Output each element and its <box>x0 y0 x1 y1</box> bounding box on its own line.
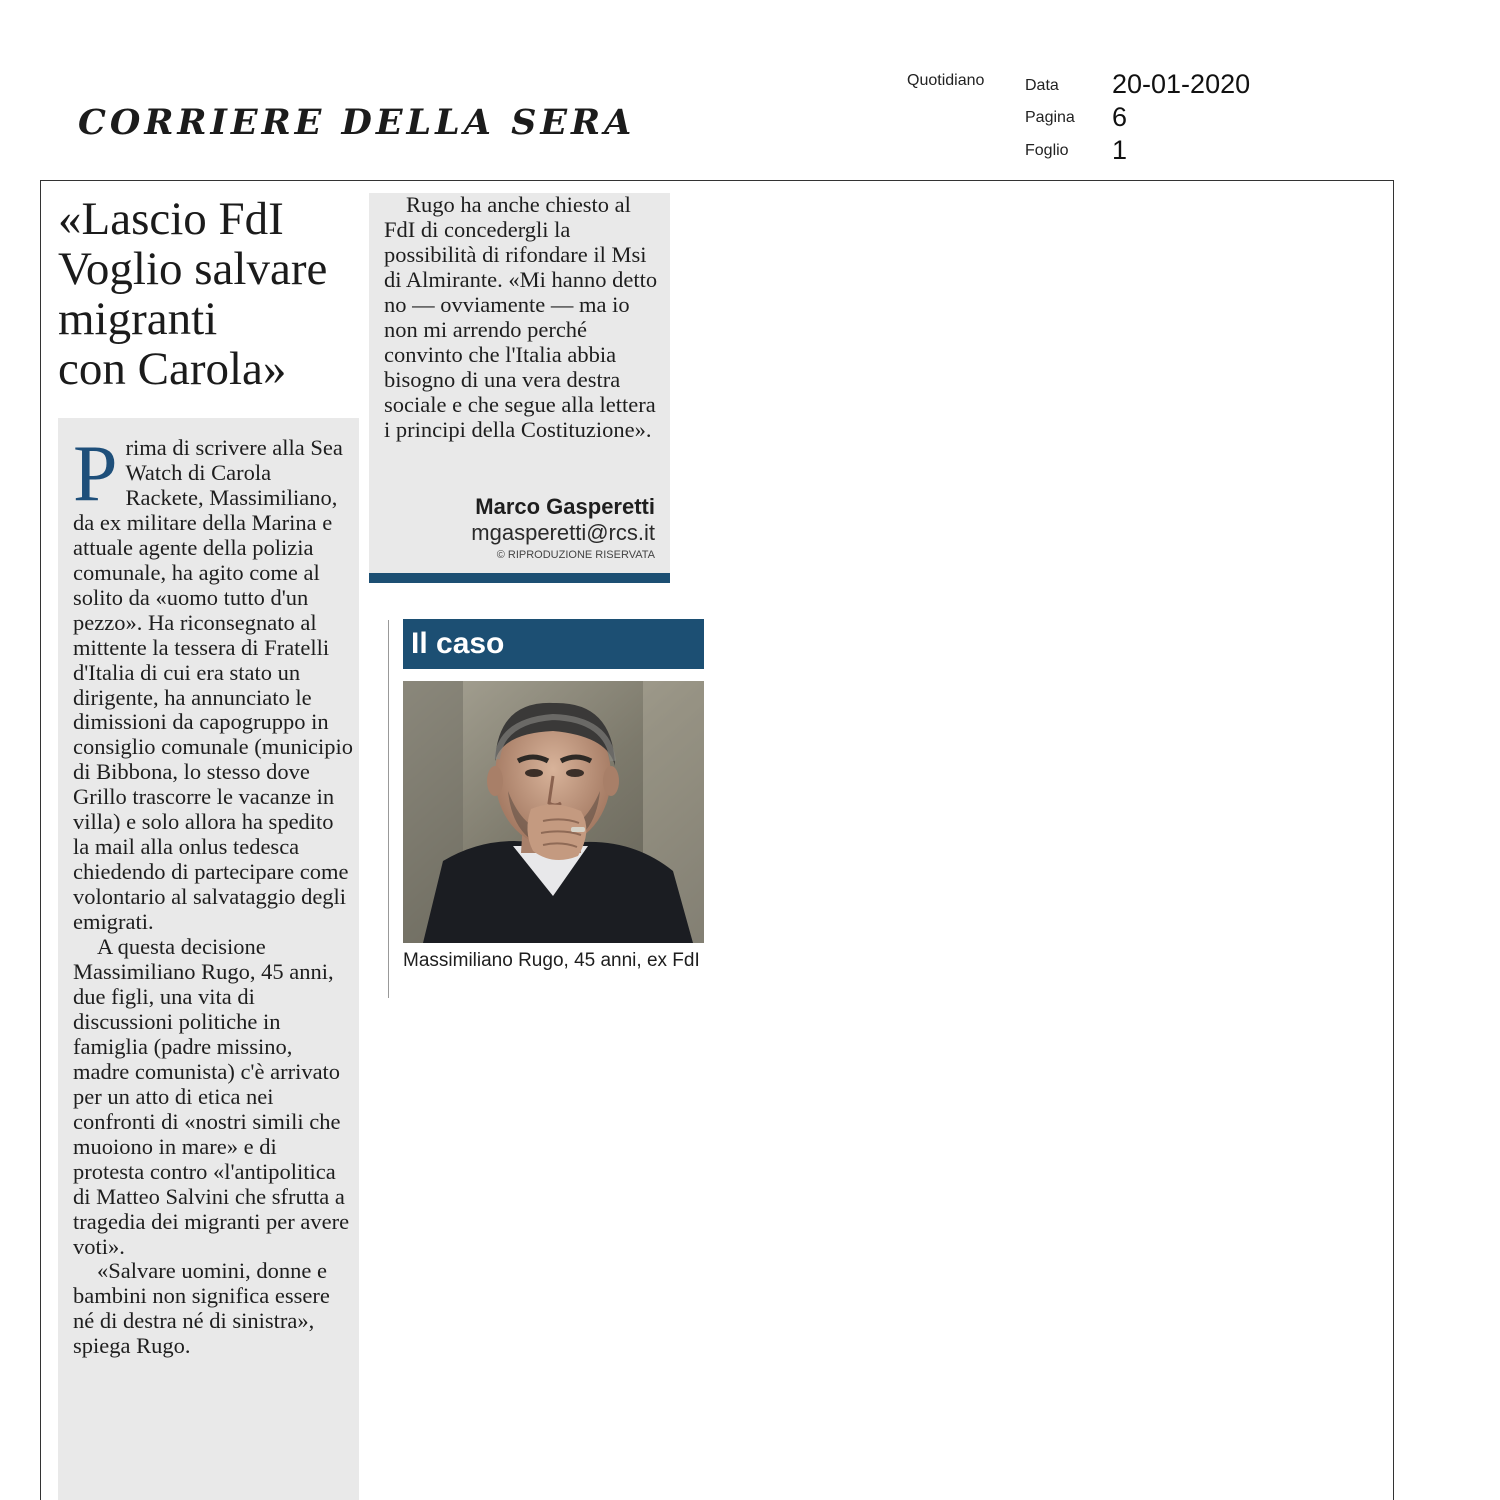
copyright-notice: © RIPRODUZIONE RISERVATA <box>496 549 655 561</box>
portrait-photo <box>403 681 704 943</box>
portrait-illustration <box>403 681 704 943</box>
drop-cap: P <box>73 430 118 518</box>
sheet-value: 1 <box>1112 135 1128 165</box>
headline-line: Voglio salvare <box>58 243 328 295</box>
headline-line: migranti <box>58 293 218 345</box>
article-body <box>73 430 353 1359</box>
sheet-label: Foglio <box>1025 142 1069 159</box>
case-box-rule <box>388 620 389 998</box>
article-paragraph: A questa decisione Massimiliano Rugo, 45 anni, due figli, una vita di discussioni politiche in famiglia (padre missino, madre comunista) c'è arrivato per un atto di etica nei confronti di «nostri simili che muoiono in mare» e di protesta contro «l'antipolitica di Matteo Salvini che sfrutta a tragedia dei migranti per avere voti». <box>73 934 350 1259</box>
date-label: Data <box>1025 77 1059 94</box>
article-body-column <box>58 418 359 1500</box>
page-value: 6 <box>1112 102 1128 132</box>
case-box-title: Il caso <box>403 619 704 669</box>
headline <box>58 194 358 394</box>
column-end-bar <box>369 573 670 583</box>
page-label: Pagina <box>1025 109 1075 126</box>
article-paragraph: Rugo ha anche chiesto al FdI di concedergli la possibilità di rifondare il Msi di Almirante. «Mi hanno detto no — ovviamente — ma io non mi arrendo perché convinto che l'Italia abbia bisogno di una vera destra sociale e che segue alla lettera i principi della Costituzione». <box>384 192 658 442</box>
masthead: CORRIERE DELLA SERA <box>78 102 636 143</box>
headline-line: con Carola» <box>58 343 287 395</box>
date-value: 20-01-2020 <box>1112 69 1251 99</box>
article-continuation <box>384 193 664 443</box>
article-continuation-column <box>369 193 670 573</box>
headline-line: «Lascio FdI <box>58 193 284 245</box>
frame-top-rule <box>40 180 1394 181</box>
paragraph-text: rima di scrivere alla Sea Watch di Carola Rackete, Massimiliano, da ex militare della Marina e attuale agente della polizia comunale, ha agito come al solito da «uomo tutto d'un pezzo». Ha riconsegnato al mittente la tessera di Fratelli d'Italia di cui era stato un dirigente, ha annunciato le dimissioni da capogruppo in consiglio comunale (municipio di Bibbona, lo stesso dove Grillo trascorre le vacanze in villa) e solo allora ha spedito la mail alla onlus tedesca chiedendo di partecipare come volontario al salvataggio degli emigrati. <box>73 435 353 935</box>
frame-left-rule <box>40 180 41 1500</box>
article-paragraph <box>73 430 353 935</box>
publication-type: Quotidiano <box>907 72 985 89</box>
author-email: mgasperetti@rcs.it <box>471 520 655 545</box>
author-byline: Marco Gasperetti <box>475 494 655 519</box>
frame-right-rule <box>1393 180 1394 1500</box>
article-paragraph: «Salvare uomini, donne e bambini non significa essere né di destra né di sinistra», spiega Rugo. <box>73 1258 330 1359</box>
photo-caption: Massimiliano Rugo, 45 anni, ex FdI <box>403 950 700 971</box>
